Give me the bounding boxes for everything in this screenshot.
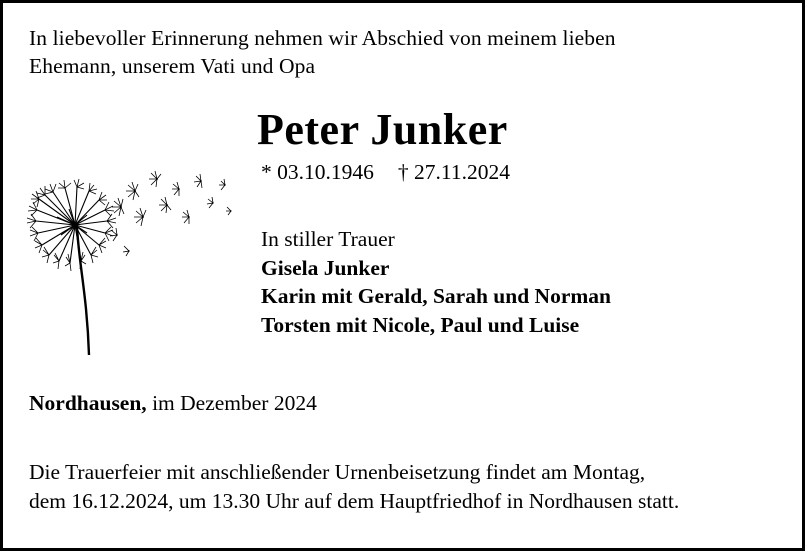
city-name: Nordhausen, bbox=[29, 391, 147, 415]
mourning-lead: In stiller Trauer bbox=[261, 227, 395, 252]
ceremony-line-1: Die Trauerfeier mit anschließender Urnenbeisetzung findet am Montag, bbox=[29, 460, 646, 484]
dandelion-icon bbox=[17, 155, 247, 355]
mourner-3: Torsten mit Nicole, Paul und Luise bbox=[261, 312, 580, 337]
central-block bbox=[257, 104, 776, 340]
mourner-1: Gisela Junker bbox=[261, 255, 390, 280]
ceremony-line-2: dem 16.12.2024, um 13.30 Uhr auf dem Hauptfriedhof in Nordhausen statt. bbox=[29, 488, 680, 513]
place-and-date bbox=[29, 391, 317, 416]
intro-line-2: Ehemann, unserem Vati und Opa bbox=[29, 53, 316, 78]
intro-text bbox=[29, 25, 776, 81]
mourning-block bbox=[261, 225, 776, 339]
death-date: † 27.11.2024 bbox=[397, 160, 510, 185]
ceremony-info bbox=[29, 458, 781, 515]
birth-date: * 03.10.1946 bbox=[261, 160, 374, 185]
life-dates bbox=[261, 160, 776, 185]
deceased-name: Peter Junker bbox=[257, 104, 508, 154]
intro-line-1: In liebevoller Erinnerung nehmen wir Abschied von meinem lieben bbox=[29, 26, 616, 50]
notice-date: im Dezember 2024 bbox=[146, 391, 317, 415]
obituary-content bbox=[3, 3, 802, 548]
mourner-2: Karin mit Gerald, Sarah und Norman bbox=[261, 284, 611, 309]
